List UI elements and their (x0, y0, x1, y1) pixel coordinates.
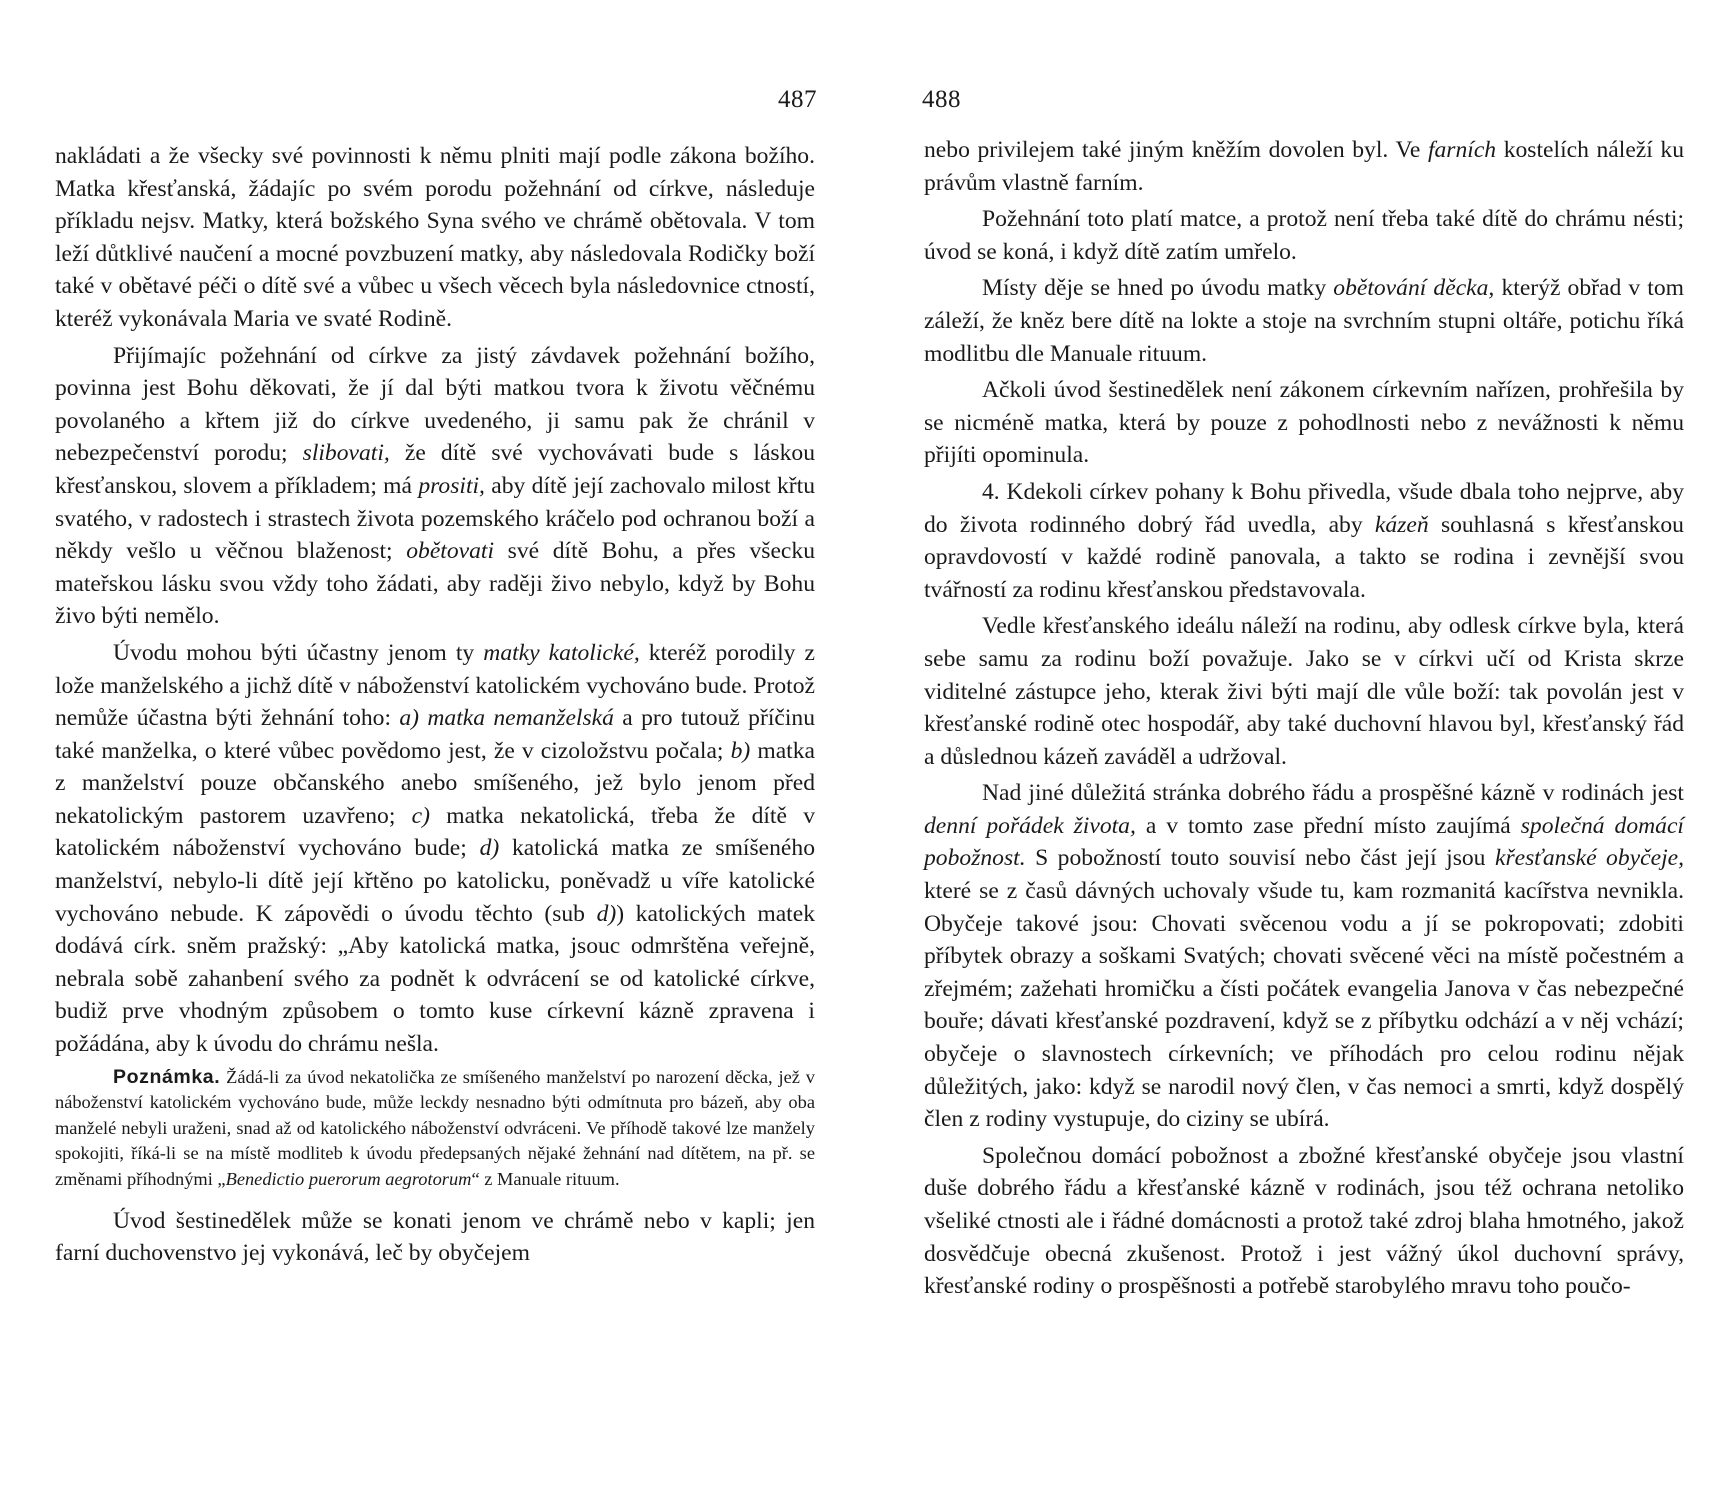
footnote-poznamka: Poznámka. Žádá-li za úvod nekatolička ze smíšeného manželství po narození děcka, jež v náboženství katolickém vychováno bude, může leckdy nesnadno býti odmítnuta pro bázeň, aby oba manželé nebyli uraženi, snad až od katolického náboženství odvráceni. Ve příhodě takové lze manžely spokojiti, říká-li se na místě modliteb k úvodu předepsaných nějaké žehnání nad dítětem, na př. se změnami příhodnými „Benedictio puerorum aegrotorum“ z Manuale rituum. (55, 1065, 815, 1189)
left-para-4: Úvod šestinedělek může se konati jenom ve chrámě nebo v kapli; jen farní duchovenstvo jej vykonává, leč by obyčejem (55, 1207, 815, 1267)
right-para-5: 4. Kdekoli církev pohany k Bohu přivedla, všude dbala toho nejprve, aby do života rodinného dobrý řád uvedla, aby kázeň souhlasná s křesťanskou opravdovostí v každé rodině panovala, a takto se rodina i zevnější svou tvářností za rodinu křesťanskou představovala. (924, 478, 1684, 603)
right-para-2: Požehnání toto platí matce, a protož není třeba také dítě do chrámu nésti; úvod se koná, i když dítě zatím umřelo. (924, 206, 1684, 265)
right-para-3: Místy děje se hned po úvodu matky obětování děcka, kterýž obřad v tom záleží, že kněz bere dítě na lokte a stoje na svrchním stupni oltáře, potichu říká modlitbu dle Manuale rituum. (924, 275, 1684, 367)
right-para-8: Společnou domácí pobožnost a zbožné křesťanské obyčeje jsou vlastní duše dobrého řádu a křesťanské kázně v rodinách, jsou též ochrana netoliko všeliké ctnosti ale i řádné domácnosti a protož také zdroj blaha hmotného, jakož dosvědčuje obecná zkušenost. Protož i jest vážný úkol duchovní správy, křesťanské rodiny o prospěšnosti a potřebě starobylého mravu toho poučo- (924, 1142, 1684, 1300)
left-para-3: Úvodu mohou býti účastny jenom ty matky katolické, kteréž porodily z lože manželského a jichž dítě v náboženství katolickém vychováno bude. Protož nemůže účastna býti žehnání toho: a) matka nemanželská a pro tutouž příčinu také manželka, o které vůbec povědomo jest, že v cizoložstvu počala; b) matka z manželství pouze občanského anebo smíšeného, jež bylo jenom před nekatolickým pastorem uzavřeno; c) matka nekatolická, třeba že dítě v katolickém náboženství vychováno bude; d) katolická matka ze smíšeného manželství, nebylo-li dítě její křtěno po katolicku, poněvadž u víře katolické vychováno nebude. K zápovědi o úvodu těchto (sub d)) katolických matek dodává círk. sněm pražský: „Aby katolická matka, jsouc odmrštěna veřejně, nebrala sobě zahanbení svého za podnět k odvrácení se od katolické církve, budiž prve vhodným způsobem o tomto kuse církevní kázně zpravena i požádána, aby k úvodu do chrámu nešla. (55, 639, 816, 1058)
right-para-7: Nad jiné důležitá stránka dobrého řádu a prospěšné kázně v rodinách jest denní pořádek života, a v tomto zase přední místo zaujímá společná domácí pobožnost. S pobožností touto souvisí nebo část její jsou křesťanské obyčeje, které se z časů dávných uchovaly všude tu, kam rozmanitá kacířstva nevnikla. Obyčeje takové jsou: Chovati svěcenou vodu a jí se pokropovati; zdobiti příbytek obrazy a soškami Svatých; chovati svěcené věci na místě počestném a zřejmém; zažehati hromičku a čísti počátek evangelia Janova v čas nebezpečné bouře; dávati křesťanské pozdravení, když se z příbytku odchází a v něj vchází; obyčeje o slavnostech církevních; ve příhodách pro celou rodinu nějak důležitých, jako: když se narodil nový člen, v čas nemoci a smrti, když dospělý člen z rodiny vystupuje, do ciziny se ubírá. (924, 780, 1684, 1133)
right-para-6: Vedle křesťanského ideálu náleží na rodinu, aby odlesk církve byla, která sebe samu za rodinu boží považuje. Jako se v církvi učí od Krista skrze viditelné zástupce jeho, kterak živi býti mají dle vůle boží: tak povolán jest v křesťanské rodině otec hospodář, aby také duchovní hlavou byl, křesťanský řád a důslednou kázeň zaváděl a udržoval. (924, 613, 1684, 770)
left-para-1: nakládati a že všecky své povinnosti k němu plniti mají podle zákona božího. Matka křesťanská, žádajíc po svém porodu požehnání od církve, následuje příkladu nejsv. Matky, která božského Syna svého ve chrámě obětovala. V tom leží důtklivé naučení a mocné povzbuzení matky, aby následovala Rodičky boží také v obětavé péči o dítě své a vůbec u všech věcech byla následovnice ctností, kteréž vykonávala Maria ve svaté Rodině. (55, 143, 815, 332)
left-para-2: Přijímajíc požehnání od církve za jistý závdavek požehnání božího, povinna jest Bohu děkovati, že jí dal býti matkou tvora k životu věčnému povolaného a křtem již do církve uvedeného, ji samu pak že chránil v nebezpečenství porodu; slibovati, že dítě své vychovávati bude s láskou křesťanskou, slovem a příkladem; má prositi, aby dítě její zachovalo milost křtu svatého, v radostech i strastech života pozemského kráčelo pod ochranou boží a někdy vešlo u věčnou blaženost; obětovati své dítě Bohu, a přes všecku mateřskou lásku svou vždy toho žádati, aby raději živo nebylo, když by Bohu živo býti nemělo. (55, 342, 816, 630)
note-label: Poznámka. (113, 1065, 221, 1088)
page-number-right: 488 (922, 86, 961, 113)
right-page-text (924, 134, 1684, 1307)
right-para-1: nebo privilejem také jiným kněžím dovolen byl. Ve farních kostelích náleží ku právům vlastně farním. (924, 137, 1685, 196)
left-page-text (55, 140, 815, 1274)
right-para-4: Ačkoli úvod šestinedělek není zákonem církevním nařízen, prohřešila by se nicméně matka, která by pouze z pohodlnosti nebo z nevážnosti k němu přijíti opominula. (924, 377, 1684, 469)
page-number-left: 487 (778, 86, 817, 113)
right-page (866, 0, 1732, 1500)
